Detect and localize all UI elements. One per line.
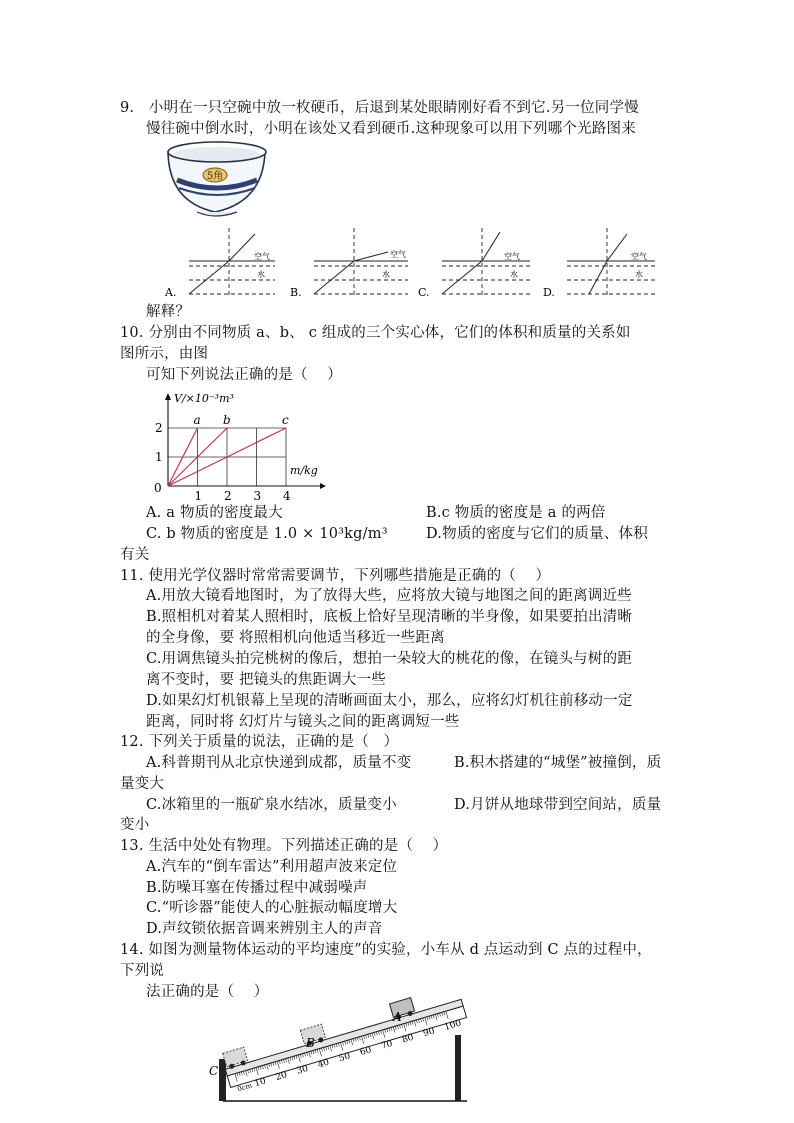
y-axis-arrow: [165, 393, 171, 400]
water-label: 水: [382, 270, 390, 279]
point-b-label: B: [306, 1036, 315, 1050]
volume-mass-chart: [150, 390, 330, 502]
q14-line-2: 下列说: [120, 963, 165, 979]
ruler-number: 50: [337, 1051, 352, 1065]
q11-option-a: A.用放大镜看地图时，为了放得大些，应将放大镜与地图之间的距离调近些: [146, 588, 632, 604]
q13-option-c: C.“听诊器”能使人的心脏振动幅度增大: [146, 900, 398, 916]
y-tick-label: 1: [155, 450, 163, 464]
coin-label: 5角: [206, 171, 224, 182]
ruler-number: 90: [422, 1026, 436, 1040]
left-stand: [219, 1059, 226, 1101]
water-label: 水: [257, 270, 265, 279]
series-label-c: c: [282, 413, 289, 427]
q11-option-b-2: 的全身像，要 将照相机向他适当移近一些距离: [146, 630, 445, 646]
light-path-diagram-a: [165, 228, 270, 300]
q10-option-c: C. b 物质的密度是 1.0 × 10³kg/m³: [146, 526, 388, 542]
ruler-number: 100: [443, 1018, 463, 1034]
q10-option-b: B.c 物质的密度是 a 的两倍: [426, 505, 606, 521]
y-tick-label: 2: [155, 421, 163, 435]
q11-option-d-2: 距离，同时将 幻灯片与镜头之间的距离调短一些: [146, 714, 460, 730]
q9-line-1: 9. 小明在一只空碗中放一枚硬币，后退到某处眼睛刚好看不到它.另一位同学慢: [120, 100, 639, 116]
air-label: 空气: [390, 250, 406, 259]
x-tick-label: 1: [194, 489, 203, 503]
q12-option-a: A.科普期刊从北京快递到成都，质量不变: [146, 755, 412, 771]
option-b-label: B.: [290, 286, 302, 299]
q10-line-3: 可知下列说法正确的是（ ）: [146, 367, 342, 383]
series-label-a: a: [193, 413, 201, 427]
point-a-label: A: [393, 1010, 402, 1024]
ruler-number: 30: [295, 1063, 310, 1077]
ruler-number: 10: [253, 1076, 268, 1090]
option-c-label: C.: [418, 286, 430, 299]
ruler-number: 70: [379, 1038, 394, 1052]
q9-line-2: 慢往碗中倒水时，小明在该处又看到硬币.这种现象可以用下列哪个光路图来: [146, 121, 636, 137]
q11-option-c-2: 离不变时，要 把镜头的焦距调大一些: [146, 672, 387, 688]
air-label: 空气: [504, 252, 520, 261]
y-axis-label: V/×10⁻³m³: [174, 392, 234, 405]
q11-option-b-1: B.照相机对着某人照相时，底板上恰好呈现清晰的半身像，如果要拍出清晰: [146, 609, 633, 625]
right-stand: [455, 1035, 461, 1101]
q11-option-d-1: D.如果幻灯机银幕上呈现的清晰画面太小，那么，应将幻灯机往前移动一定: [146, 693, 633, 709]
x-tick-label: 2: [224, 489, 232, 503]
q13-option-a: A.汽车的“倒车雷达”利用超声波来定位: [146, 859, 398, 875]
water-label: 水: [635, 270, 643, 279]
q12-option-b: B.积木搭建的“城堡”被撞倒，质: [454, 755, 662, 771]
q14-line-3: 法正确的是（ ）: [146, 984, 269, 1000]
q11-option-c-1: C.用调焦镜头拍完桃树的像后，想拍一朵较大的桃花的像，在镜头与树的距: [146, 651, 632, 667]
x-axis-label: m/kg: [290, 464, 318, 477]
water-label: 水: [510, 270, 518, 279]
series-label-b: b: [223, 413, 231, 427]
ruler-unit-label: 0cm: [236, 1081, 254, 1094]
chart-ticks: [155, 413, 291, 503]
q13-option-b: B.防噪耳塞在传播过程中减弱噪声: [146, 880, 368, 896]
q13-line-1: 13. 生活中处处有物理。下列描述正确的是（ ）: [120, 838, 448, 854]
q12-option-d: D.月饼从地球带到空间站，质量: [454, 797, 662, 813]
q12-option-c: C.冰箱里的一瓶矿泉水结冰，质量变小: [146, 797, 397, 813]
q12-option-b-cont: 量变大: [120, 776, 165, 792]
ruler-number: 60: [358, 1045, 373, 1059]
ruler-number: 20: [274, 1070, 289, 1084]
q10-option-a: A. a 物质的密度最大: [146, 505, 283, 521]
origin-label: 0: [154, 481, 162, 495]
q10-line-2: 图所示，由图: [120, 346, 209, 362]
option-a-label: A.: [165, 286, 177, 299]
q11-line-1: 11. 使用光学仪器时常常需要调节，下列哪些措施是正确的（ ）: [120, 568, 551, 584]
point-c-label: C: [209, 1064, 219, 1078]
q12-line-1: 12. 下列关于质量的说法，正确的是（ ）: [120, 734, 399, 750]
q13-option-d: D.声纹锁依据音调来辨别主人的声音: [146, 921, 383, 937]
ruler-number: 40: [316, 1057, 331, 1071]
ruler-number: 80: [401, 1032, 415, 1046]
q14-line-1: 14. 如图为测量物体运动的平均速度”的实验，小车从 d 点运动到 C 点的过程中，: [120, 942, 652, 958]
incline-ramp-diagram: [205, 1005, 475, 1105]
air-label: 空气: [254, 252, 270, 261]
light-path-diagram-b: [290, 228, 406, 300]
x-tick-label: 3: [253, 489, 262, 503]
light-path-diagram-c: [418, 228, 518, 300]
q9-line-3: 解释？: [146, 304, 191, 320]
q10-option-d: D.物质的密度与它们的质量、体积: [426, 526, 648, 542]
q10-line-1: 10. 分别由不同物质 a、b、 c 组成的三个实心体，它们的体积和质量的关系如: [120, 325, 631, 341]
bowl-with-coin-image: [165, 140, 269, 220]
q10-option-d-cont: 有关: [120, 547, 150, 563]
air-label: 空气: [631, 252, 647, 261]
light-path-diagram-d: [543, 228, 647, 300]
option-d-label: D.: [543, 286, 555, 299]
x-tick-label: 4: [283, 489, 291, 503]
x-axis-arrow: [320, 483, 326, 489]
q12-option-d-cont: 变小: [120, 817, 150, 833]
